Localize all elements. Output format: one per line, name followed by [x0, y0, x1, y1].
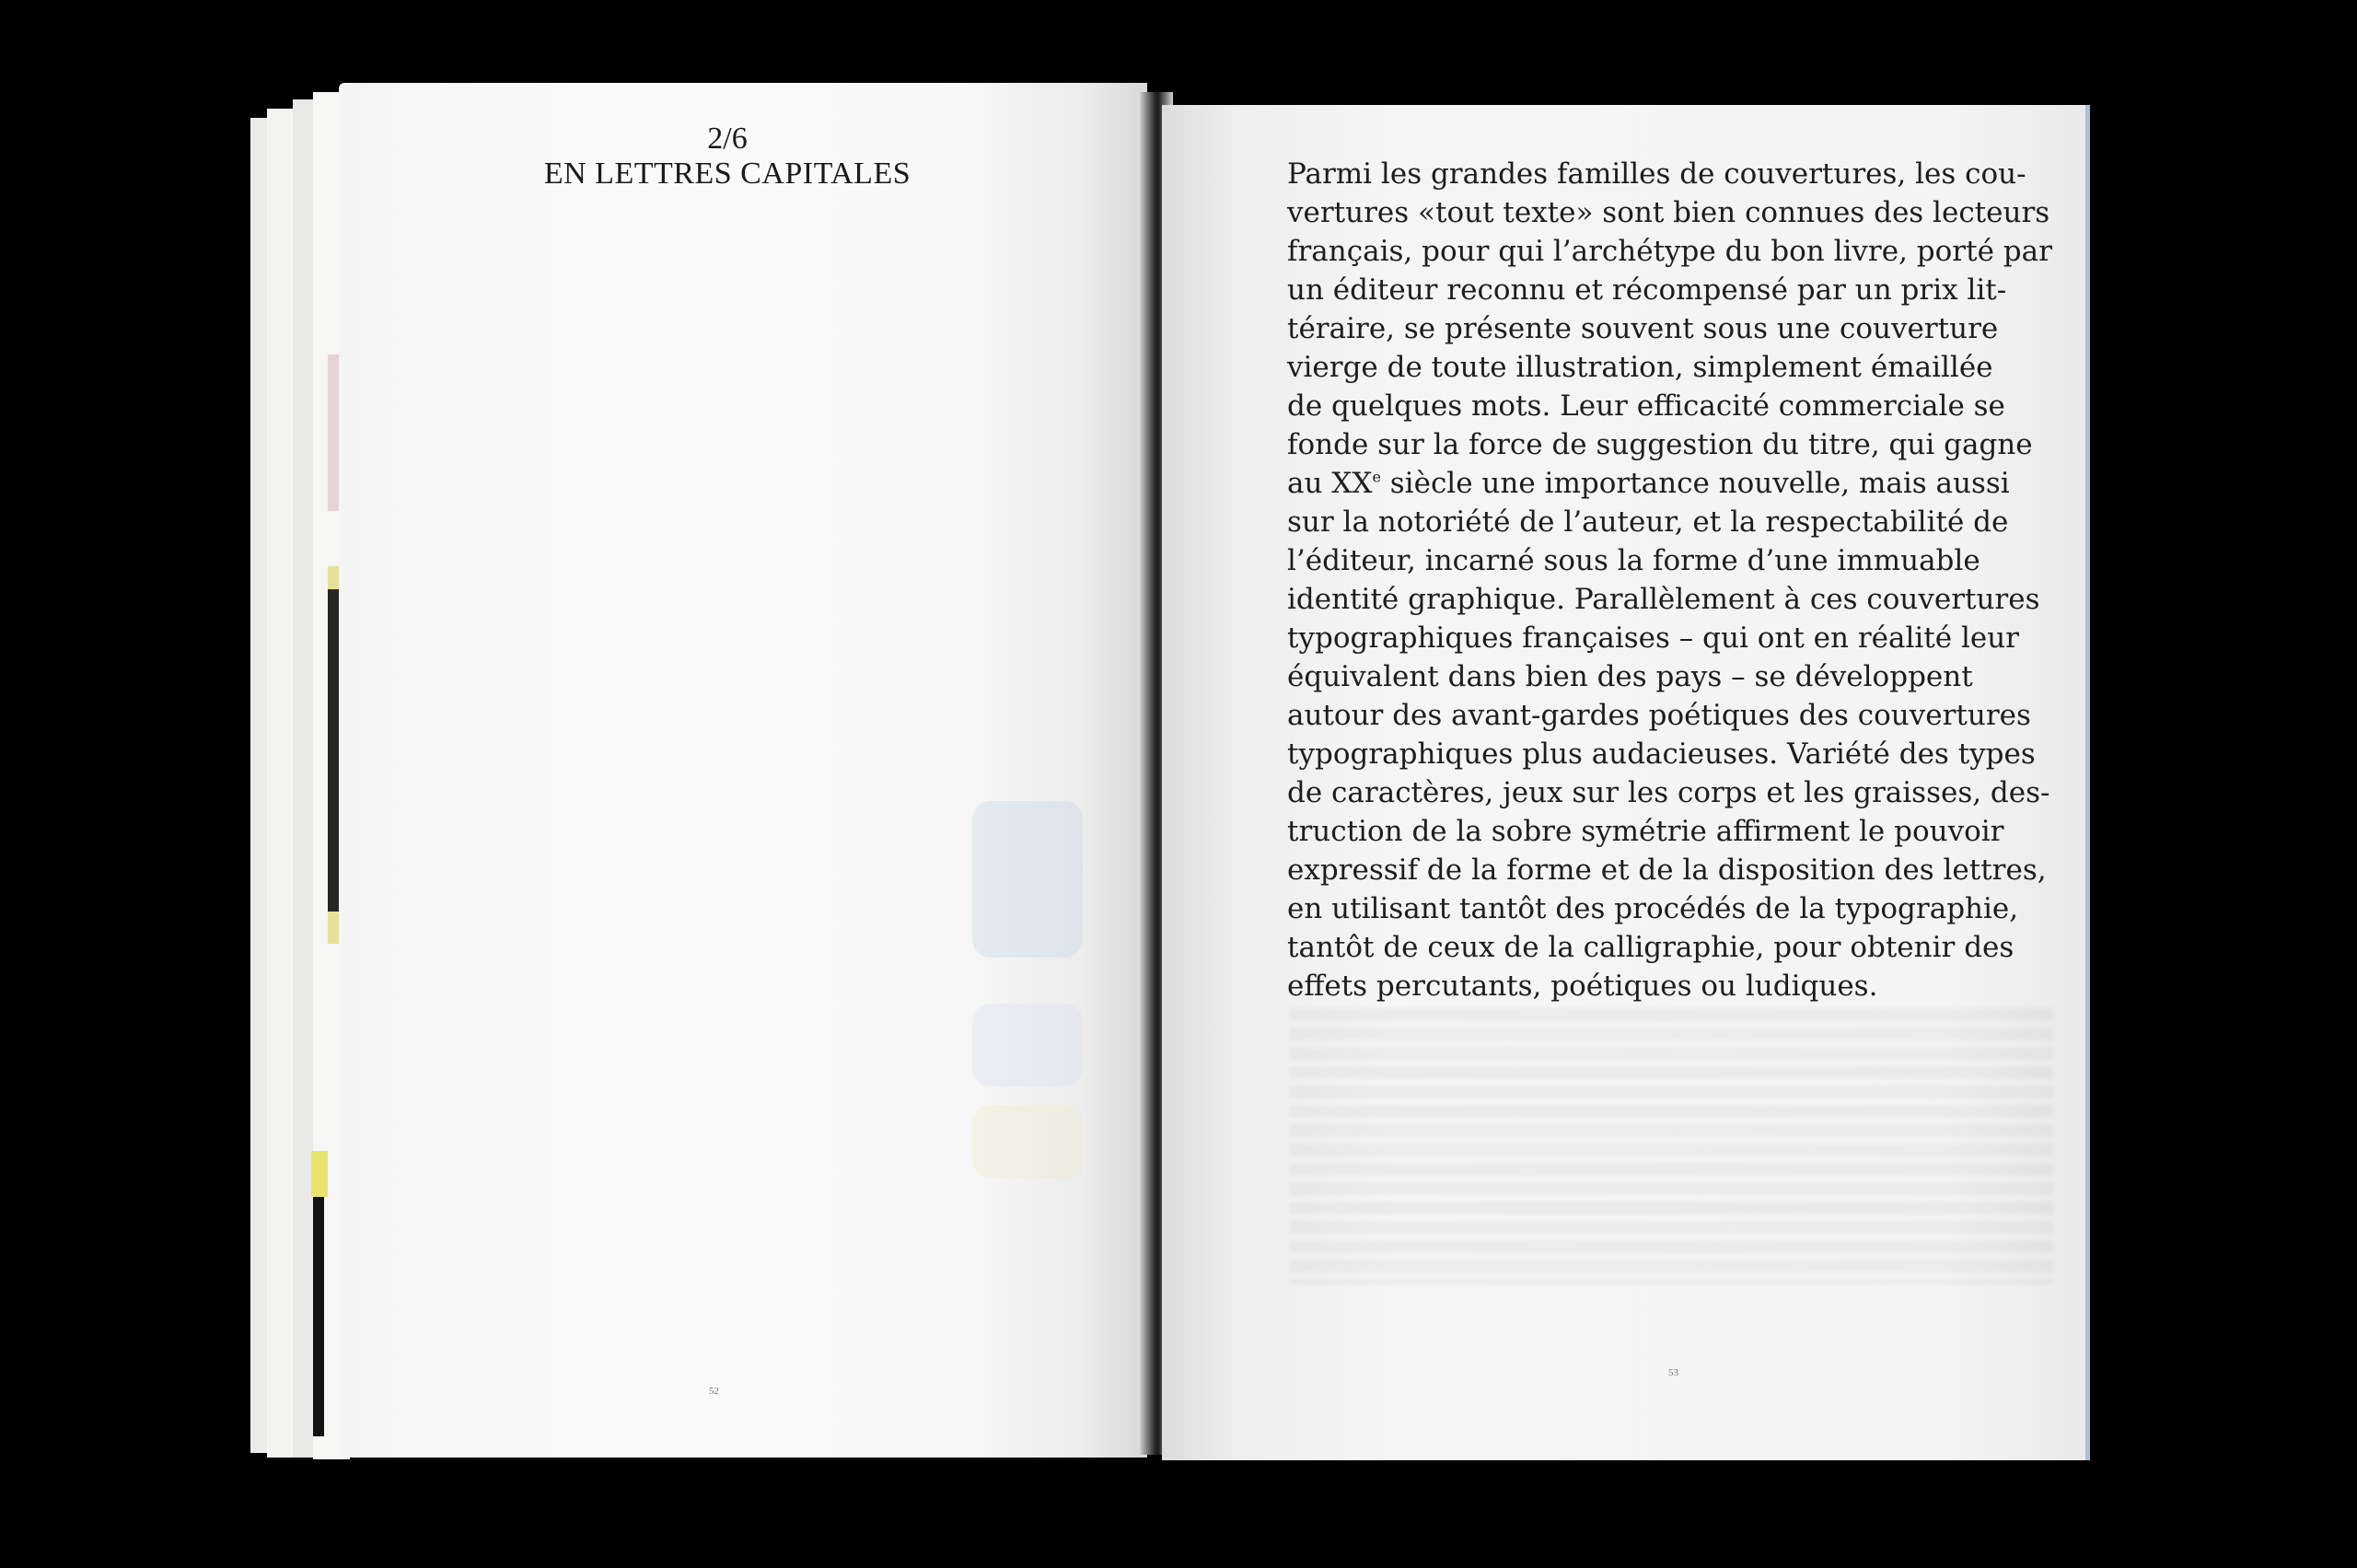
show-through-blue: [972, 1004, 1083, 1086]
text-line: truction de la sobre symétrie affirment le pouvoir: [1287, 815, 2004, 848]
page-number-right: 53: [1668, 1367, 1678, 1378]
text-line: français, pour qui l’archétype du bon livre, porté par: [1287, 235, 2052, 268]
text-line: un éditeur reconnu et récompensé par un prix lit-: [1287, 273, 2007, 307]
text-line: [1287, 464, 2051, 503]
chapter-title: EN LETTRES CAPITALES: [543, 157, 911, 191]
text-line: fonde sur la force de suggestion du titre, qui gagne: [1287, 428, 2033, 461]
text-line: autour des avant-gardes poétiques des couvertures: [1287, 699, 2031, 732]
text-line: typographiques plus audacieuses. Variété des types: [1287, 738, 2036, 771]
text-line: typographiques françaises – qui ont en réalité leur: [1287, 621, 2019, 655]
text-line: sur la notoriété de l’auteur, et la respectabilité de: [1287, 505, 2009, 539]
text-line: l’éditeur, incarné sous la forme d’une immuable: [1287, 544, 1980, 577]
text-fragment: au XX: [1287, 467, 1373, 500]
text-line: vertures «tout texte» sont bien connues des lecteurs: [1287, 196, 2050, 229]
chapter-heading: [497, 122, 958, 192]
chapter-number: 2/6: [707, 122, 748, 156]
text-line: de caractères, jeux sur les corps et les graisses, des-: [1287, 776, 2050, 809]
text-line: en utilisant tantôt des procédés de la typographie,: [1287, 892, 2019, 925]
text-line: vierge de toute illustration, simplement émaillée: [1287, 351, 1993, 384]
page-edge-black-strip: [313, 1197, 324, 1436]
show-through-yellow: [972, 1105, 1083, 1179]
text-line: effets percutants, poétiques ou ludiques.: [1287, 970, 1878, 1003]
text-fragment: siècle une importance nouvelle, mais aussi: [1380, 467, 2010, 500]
page-edge-yellow-strip: [311, 1151, 328, 1197]
show-through-blue: [972, 801, 1083, 958]
century-superscript: e: [1372, 468, 1381, 486]
text-line: identité graphique. Parallèlement à ces couvertures: [1287, 583, 2040, 616]
text-line: expressif de la forme et de la disposition des lettres,: [1287, 854, 2047, 887]
left-page: [339, 83, 1147, 1458]
text-line: tantôt de ceux de la calligraphie, pour obtenir des: [1287, 931, 2014, 964]
body-paragraph: [1287, 155, 2051, 1005]
show-through-text: [1289, 1008, 2053, 1284]
text-line: Parmi les grandes familles de couvertures, les cou-: [1287, 157, 2026, 191]
text-line: équivalent dans bien des pays – se développent: [1287, 660, 1973, 693]
text-line: téraire, se présente souvent sous une couverture: [1287, 312, 1999, 345]
text-line: de quelques mots. Leur efficacité commerciale se: [1287, 389, 2005, 423]
page-number-left: 52: [709, 1386, 719, 1397]
